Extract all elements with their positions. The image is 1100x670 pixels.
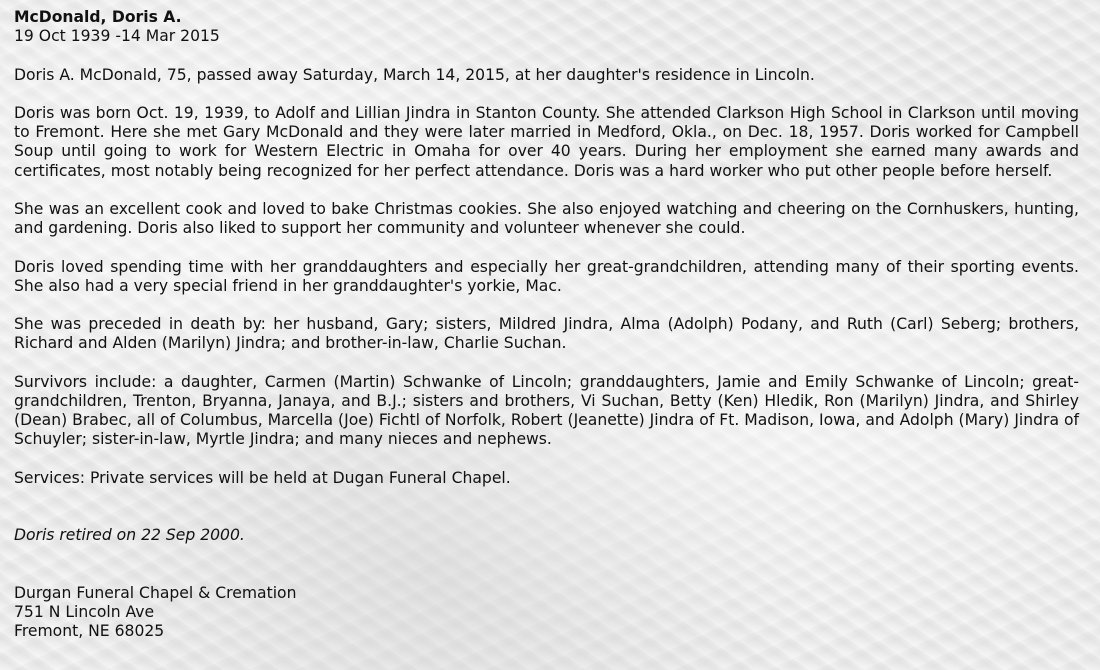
obituary-paragraph-life: Doris was born Oct. 19, 1939, to Adolf and Lillian Jindra in Stanton County. She attended Clarkson High School in Clarkson until moving to Fremont. Here she met Gary McDonald and they were later married in Medford, Okla., on Dec. 18, 1957. Doris worked for Campbell Soup until going to work for Western Electric in Omaha for over 40 years. During her employment she earned many awards and certificates, most notably being recognized for her perfect attendance. Doris was a hard worker who put other people before herself. [14, 103, 1079, 180]
spacer [14, 46, 1079, 65]
life-dates: 19 Oct 1939 -14 Mar 2015 [14, 27, 220, 46]
spacer [14, 238, 1079, 257]
spacer [14, 546, 1079, 584]
spacer [14, 354, 1079, 373]
obituary-paragraph-preceded: She was preceded in death by: her husband, Gary; sisters, Mildred Jindra, Alma (Adolph) Podany, and Ruth (Carl) Seberg; brothers, Richard and Alden (Marilyn) Jindra; and brother-in-law, Charlie Suchan. [14, 315, 1079, 353]
obituary-page [14, 8, 1079, 642]
funeral-home-name: Durgan Funeral Chapel & Cremation [14, 583, 297, 602]
funeral-home-address [14, 584, 1079, 642]
spacer [14, 85, 1079, 104]
obituary-paragraph-services: Services: Private services will be held at Dugan Funeral Chapel. [14, 468, 511, 487]
funeral-home-street: 751 N Lincoln Ave [14, 603, 155, 622]
funeral-home-city: Fremont, NE 68025 [14, 622, 165, 641]
retirement-note: Doris retired on 22 Sep 2000. [14, 526, 245, 545]
obituary-paragraph-survivors: Survivors include: a daughter, Carmen (Martin) Schwanke of Lincoln; granddaughters, Jamie and Emily Schwanke of Lincoln; great-grandchildren, Trenton, Bryanna, Janaya, and B.J.; sisters and brothers, Vi Suchan, Betty (Ken) Hledik, Ron (Marilyn) Jindra, and Shirley (Dean) Brabec, all of Columbus, Marcella (Joe) Fichtl of Norfolk, Robert (Jeanette) Jindra of Ft. Madison, Iowa, and Adolph (Mary) Jindra of Schuyler; sister-in-law, Myrtle Jindra; and many nieces and nephews. [14, 372, 1079, 449]
spacer [14, 488, 1079, 526]
obituary-paragraph-hobbies: She was an excellent cook and loved to bake Christmas cookies. She also enjoyed watching and cheering on the Cornhuskers, hunting, and gardening. Doris also liked to support her community and volunteer whenever she could. [14, 199, 1079, 238]
spacer [14, 181, 1079, 200]
obituary-paragraph-death: Doris A. McDonald, 75, passed away Saturday, March 14, 2015, at her daughter's residence in Lincoln. [14, 65, 815, 84]
obituary-paragraph-family: Doris loved spending time with her granddaughters and especially her great-grandchildren, attending many of their sporting events. She also had a very special friend in her granddaughter's yorkie, Mac. [14, 257, 1079, 295]
spacer [14, 296, 1079, 315]
person-name: McDonald, Doris A. [14, 8, 182, 26]
spacer [14, 450, 1079, 469]
